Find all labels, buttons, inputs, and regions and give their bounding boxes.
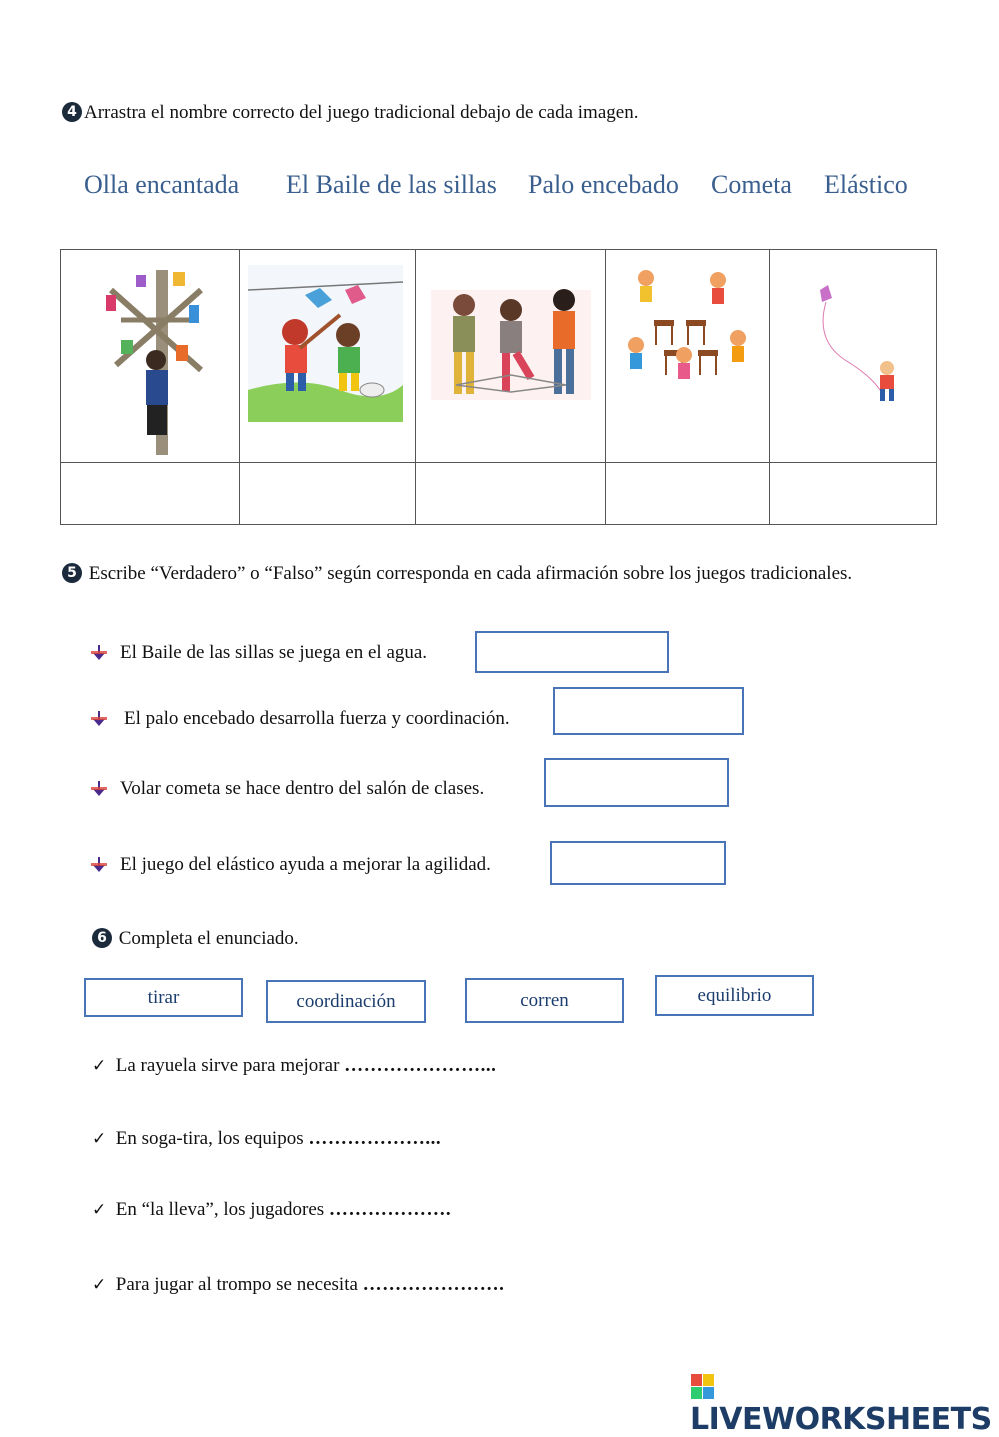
option-chip-corren[interactable]: corren xyxy=(465,978,624,1023)
answer-box-3[interactable] xyxy=(544,758,729,807)
section-number-badge: 4 xyxy=(62,102,82,122)
section-number-badge: 6 xyxy=(92,928,112,948)
answer-drop-zone-5[interactable] xyxy=(770,463,937,525)
section-5-instruction: 5 Escribe “Verdadero” o “Falso” según corresponda en cada afirmación sobre los juegos tradicionales. xyxy=(62,563,852,585)
fill-blank-1[interactable]: …………………... xyxy=(344,1055,497,1076)
answer-box-4[interactable] xyxy=(550,841,726,885)
fill-blank-2[interactable]: ………………... xyxy=(308,1128,442,1149)
logo-text: LIVEWORKSHEETS xyxy=(690,1402,992,1437)
checkmark-icon: ✓ xyxy=(92,1056,107,1076)
answer-drop-zone-1[interactable] xyxy=(61,463,240,525)
image-cell-1 xyxy=(61,250,240,463)
checkmark-icon: ✓ xyxy=(92,1129,107,1149)
checkmark-icon: ✓ xyxy=(92,1200,107,1220)
image-cell-2 xyxy=(240,250,416,463)
kite-flying-illustration xyxy=(770,250,936,457)
arrow-bullet-icon xyxy=(90,643,108,661)
word-bank-baile-sillas[interactable]: El Baile de las sillas xyxy=(286,170,497,199)
section-6-instruction: 6 Completa el enunciado. xyxy=(92,928,299,950)
answer-drop-zone-3[interactable] xyxy=(416,463,606,525)
answer-box-1[interactable] xyxy=(475,631,669,673)
greased-pole-climb-illustration xyxy=(61,250,239,457)
pinata-children-illustration xyxy=(240,250,415,457)
word-bank-cometa[interactable]: Cometa xyxy=(711,170,792,199)
statement-4: El juego del elástico ayuda a mejorar la agilidad. xyxy=(120,854,491,875)
option-chip-tirar[interactable]: tirar xyxy=(84,978,243,1017)
fill-sentence-4: ✓ Para jugar al trompo se necesita …………………. xyxy=(92,1274,505,1295)
statement-3: Volar cometa se hace dentro del salón de clases. xyxy=(120,778,485,799)
option-chip-coordinacion[interactable]: coordinación xyxy=(266,980,426,1023)
arrow-bullet-icon xyxy=(90,709,108,727)
image-cell-3 xyxy=(416,250,606,463)
section-4-instruction: 4 Arrastra el nombre correcto del juego tradicional debajo de cada imagen. xyxy=(62,102,638,124)
image-cell-4 xyxy=(606,250,770,463)
arrow-bullet-icon xyxy=(90,779,108,797)
liveworksheets-logo xyxy=(690,1372,999,1437)
fill-blank-4[interactable]: …………………. xyxy=(362,1274,505,1295)
arrow-bullet-icon xyxy=(90,855,108,873)
checkmark-icon: ✓ xyxy=(92,1275,107,1295)
answer-drop-zone-4[interactable] xyxy=(606,463,770,525)
liveworksheets-logo-icon xyxy=(690,1372,716,1402)
elastic-jump-illustration xyxy=(416,250,605,457)
fill-sentence-3: ✓ En “la lleva”, los jugadores ………………. xyxy=(92,1199,452,1220)
games-image-table xyxy=(60,249,937,525)
musical-chairs-illustration xyxy=(606,250,769,457)
fill-sentence-1: ✓ La rayuela sirve para mejorar …………………... xyxy=(92,1055,497,1076)
image-cell-5 xyxy=(770,250,937,463)
option-chip-equilibrio[interactable]: equilibrio xyxy=(655,975,814,1016)
statement-2: El palo encebado desarrolla fuerza y coordinación. xyxy=(124,708,510,729)
word-bank-olla-encantada[interactable]: Olla encantada xyxy=(84,170,240,199)
word-bank-palo-encebado[interactable]: Palo encebado xyxy=(528,170,679,199)
word-bank-elastico[interactable]: Elástico xyxy=(824,170,908,199)
section-number-badge: 5 xyxy=(62,563,82,583)
statement-1: El Baile de las sillas se juega en el agua. xyxy=(120,642,428,663)
answer-drop-zone-2[interactable] xyxy=(240,463,416,525)
fill-sentence-2: ✓ En soga-tira, los equipos ………………... xyxy=(92,1128,442,1149)
fill-blank-3[interactable]: ………………. xyxy=(328,1199,452,1220)
answer-box-2[interactable] xyxy=(553,687,744,735)
